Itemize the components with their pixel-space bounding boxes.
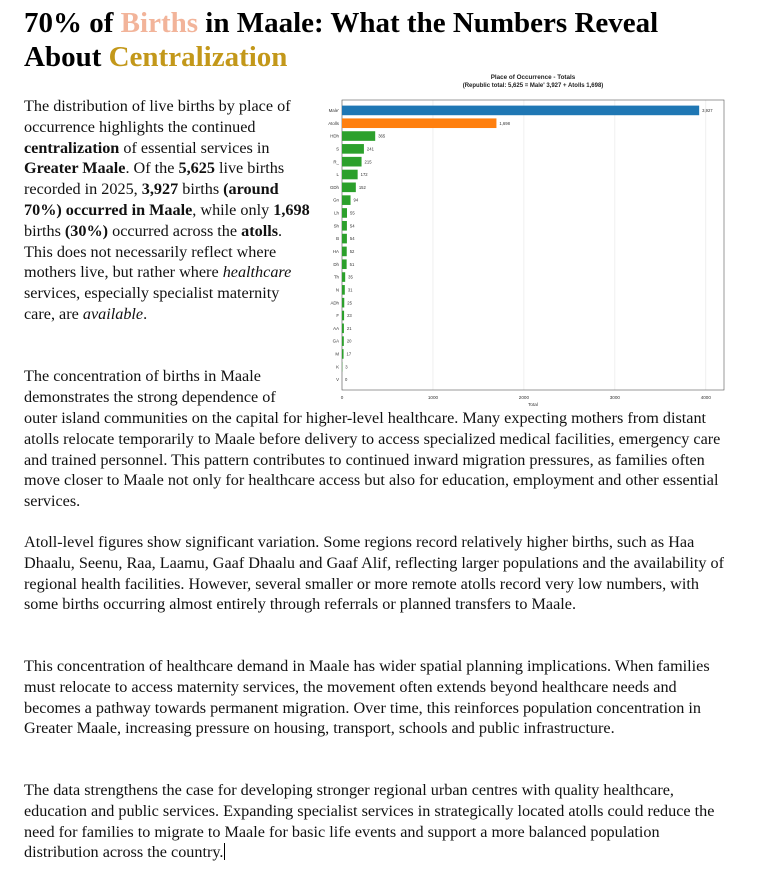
text-cursor	[224, 843, 225, 860]
paragraph-2-intro: The concentration of births in Maale demonstrates the strong dependence of	[24, 367, 276, 406]
value-label: 241	[366, 146, 374, 152]
p1-bold: 5,625	[178, 159, 215, 178]
paragraph-1	[24, 96, 310, 325]
value-label: 1,698	[499, 120, 510, 126]
category-label: Sh	[333, 223, 339, 229]
title-text-1: 70% of	[24, 7, 121, 39]
bar	[342, 221, 347, 231]
value-label: 0	[345, 377, 348, 383]
bar	[342, 324, 344, 334]
p1-text: births	[24, 221, 65, 240]
paragraph-5	[24, 780, 736, 863]
category-label: B	[336, 236, 339, 242]
value-label: 20	[346, 338, 352, 344]
category-label: AA	[333, 325, 339, 331]
category-label: L	[336, 172, 339, 178]
category-label: M	[335, 351, 339, 357]
category-label: R_	[333, 159, 339, 165]
bar	[342, 157, 362, 167]
value-label: 215	[364, 159, 372, 165]
bar	[342, 234, 347, 244]
value-label: 23	[347, 313, 352, 319]
paragraph-5-text: The data strengthens the case for developing stronger regional urban centres with quality healthcare, education and public services. Expanding specialist services in strategically located atolls could reduce the need for families to migrate to Maale for basic life events and support a more balanced population distribution across the country.	[24, 781, 715, 862]
bar	[342, 144, 364, 154]
value-label: 31	[347, 287, 353, 293]
x-tick-label: 2000	[518, 395, 530, 400]
bar	[342, 285, 345, 295]
p1-bold: 1,698	[273, 200, 310, 219]
category-label: HA	[332, 249, 339, 255]
p1-italic: available	[82, 304, 144, 323]
p1-text: births	[178, 180, 224, 199]
chart-svg	[312, 70, 730, 408]
bar	[342, 349, 344, 359]
category-label: F	[336, 313, 339, 319]
bar	[342, 183, 356, 193]
p1-bold: atolls	[241, 221, 278, 240]
p1-text: of essential services in	[119, 138, 270, 157]
bar	[342, 311, 344, 321]
plot-frame	[342, 100, 724, 390]
p1-bold: (around 70%) occurred in Maale	[24, 180, 279, 219]
chart-subtitle: (Republic total: 5,625 = Male' 3,927 + Atolls 1,698)	[462, 83, 604, 89]
category-label: GDh	[329, 184, 339, 190]
category-label: Dh	[333, 261, 339, 267]
p1-text: .	[143, 304, 148, 323]
p1-text: . Of the	[125, 159, 179, 178]
bar	[342, 272, 345, 282]
category-label: Th	[333, 274, 339, 280]
value-label: 54	[349, 223, 355, 229]
p1-text: occurred across the	[108, 221, 242, 240]
bar	[342, 131, 375, 141]
category-label: Atolls	[328, 120, 339, 126]
bar	[342, 247, 347, 257]
bar	[342, 118, 496, 128]
category-label: HDh	[330, 133, 339, 139]
bar	[342, 208, 347, 218]
category-label: Lh	[334, 210, 339, 216]
value-label: 365	[378, 133, 386, 139]
page-title	[24, 6, 714, 74]
title-highlight-births: Births	[120, 7, 199, 39]
category-label: K	[336, 364, 339, 370]
p1-text: services, especially specialist maternity care, are	[24, 284, 280, 323]
x-tick-label: 4000	[700, 395, 711, 400]
category-label: N	[335, 287, 339, 293]
p1-text: . This does not necessarily reflect where mothers live, but rather where	[24, 221, 283, 282]
category-label: V	[336, 377, 339, 383]
p1-text: The distribution of live births by place of occurrence highlights the continued	[24, 97, 291, 136]
bar	[342, 259, 347, 269]
value-label: 55	[350, 210, 355, 216]
category-label: Gn	[333, 197, 339, 203]
paragraph-3: Atoll-level figures show significant variation. Some regions record relatively higher births, such as Haa Dhaalu, Seenu, Raa, Laamu, Gaaf Dhaalu and Gaaf Alif, reflecting larger populations and the availability of regional health facilities. However, several smaller or more remote atolls record very low numbers, with some births occurring almost entirely through referrals or planned transfers to Maale.	[24, 533, 725, 614]
category-label: Male'	[328, 108, 339, 114]
place-of-occurrence-chart	[312, 70, 730, 408]
bar	[342, 195, 351, 205]
title-highlight-centralization: Centralization	[108, 41, 288, 73]
paragraph-2-body: outer island communities on the capital for higher-level healthcare. Many expecting mothers from distant atolls relocate temporarily to Maale before delivery to access specialized medical facilities, emergency care and trained personnel. This pattern contributes to continued inward migration pressures, as families often move closer to Maale not only for healthcare access but also for education, employment and other essential services.	[24, 409, 721, 511]
x-axis-label: Total	[528, 402, 538, 407]
title-text-2: in Maale: What the Numbers Reveal About	[24, 7, 659, 73]
p1-text: , while only	[192, 200, 274, 219]
category-label: S	[336, 146, 339, 152]
p1-text: live births recorded in 2025,	[24, 159, 285, 199]
p1-bold: Greater Maale	[24, 159, 126, 178]
bar	[342, 336, 344, 346]
p1-bold: (30%)	[64, 221, 109, 240]
p1-bold: centralization	[24, 138, 120, 157]
bar	[342, 170, 358, 180]
bar	[342, 298, 344, 308]
chart-title: Place of Occurrence - Totals	[490, 74, 576, 81]
p1-italic: healthcare	[222, 263, 292, 282]
x-tick-label: 3000	[609, 395, 620, 400]
category-label: GA	[332, 338, 339, 344]
value-label: 51	[349, 261, 355, 267]
paragraph-4: This concentration of healthcare demand in Maale has wider spatial planning implications. When families must relocate to access maternity services, the movement often extends beyond healthcare needs and becomes a pathway towards permanent migration. Over time, this reinforces population concentration in Greater Maale, increasing pressure on housing, transport, schools and public infrastructure.	[24, 657, 710, 738]
bar	[342, 106, 699, 116]
value-label: 54	[349, 236, 355, 242]
value-label: 25	[347, 300, 352, 306]
value-label: 94	[353, 197, 359, 203]
value-label: 3	[345, 364, 348, 370]
category-label: ADh	[330, 300, 339, 306]
value-label: 17	[346, 351, 352, 357]
x-tick-label: 1000	[427, 395, 439, 400]
value-label: 21	[346, 325, 352, 331]
value-label: 35	[348, 274, 353, 280]
value-label: 152	[358, 184, 366, 190]
value-label: 52	[349, 249, 355, 255]
p1-bold: 3,927	[141, 180, 179, 199]
value-label: 172	[360, 172, 368, 178]
value-label: 3,927	[702, 108, 713, 114]
x-tick-label: 0	[340, 395, 344, 400]
